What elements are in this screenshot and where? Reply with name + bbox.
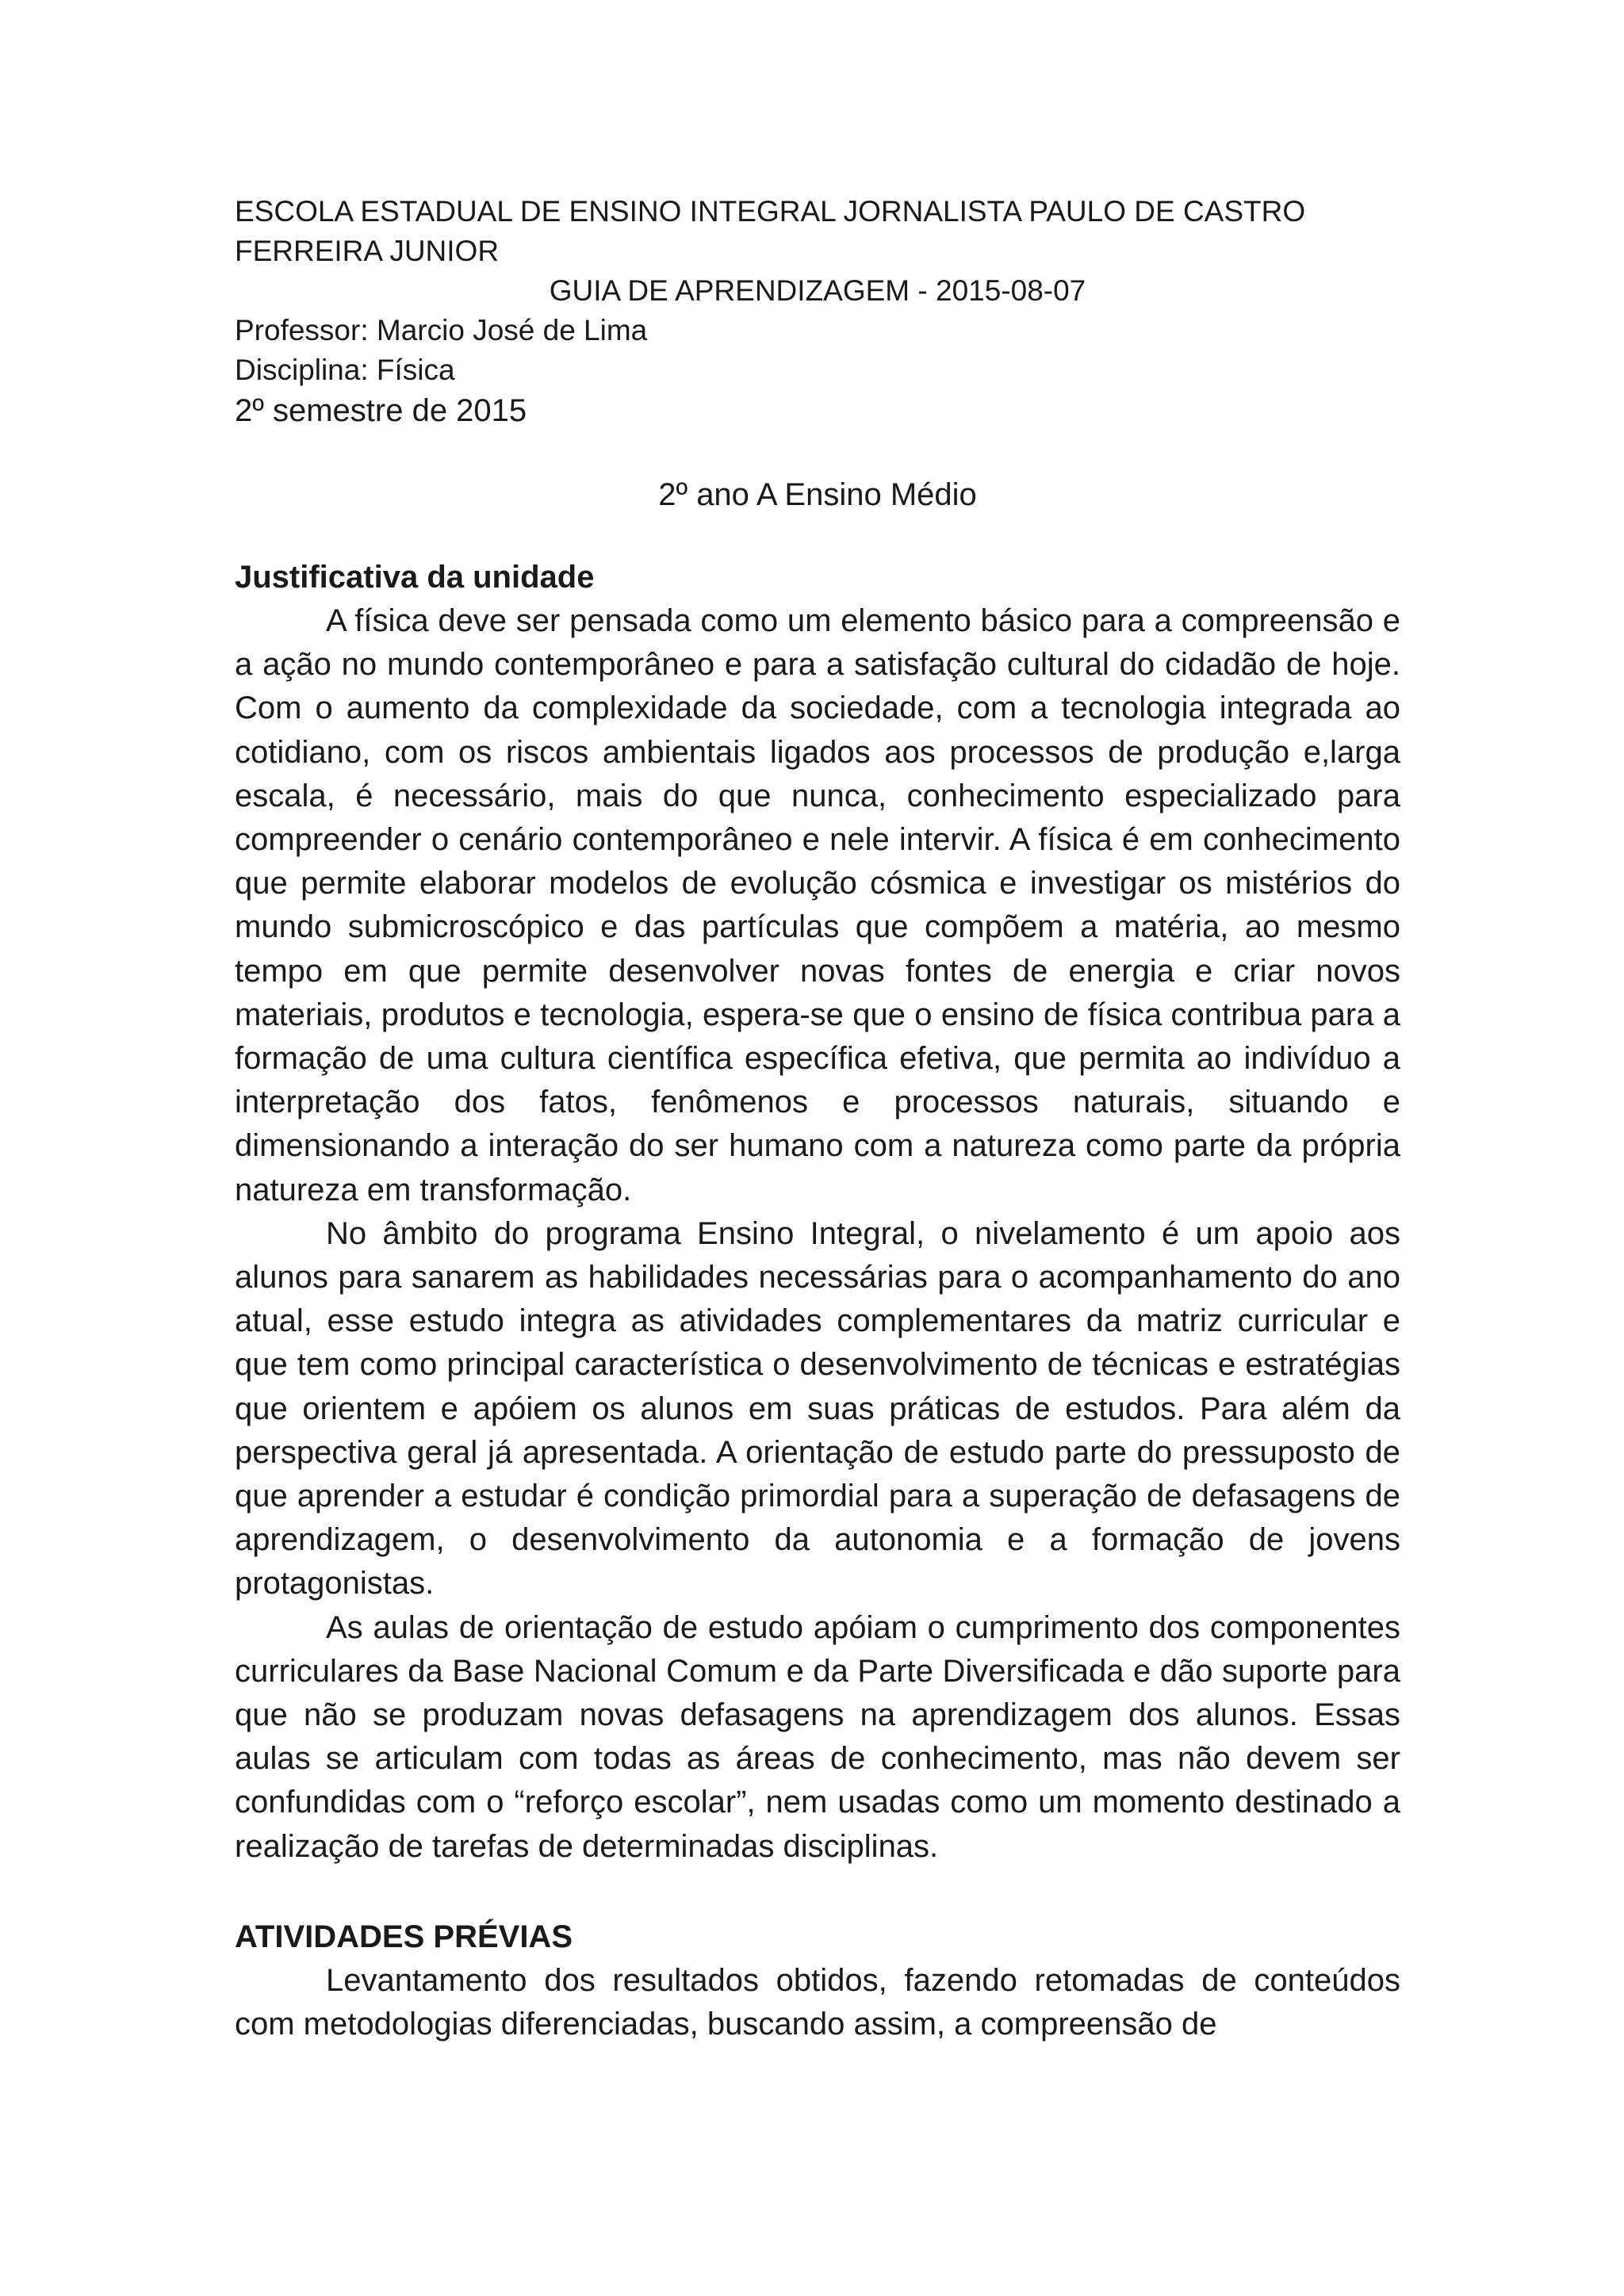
section-heading-atividades-previas: ATIVIDADES PRÉVIAS [235,1919,573,1954]
teacher-name: Professor: Marcio José de Lima [235,314,648,346]
justificativa-paragraph-1: A física deve ser pensada como um elemento básico para a compreensão e a ação no mundo contemporâneo e para a satisfação cultural do cidadão de hoje. Com o aumento da complexidade da sociedade, com a tecnologia integrada ao cotidiano, com os riscos ambientais ligados aos processos de produção e,larga escala, é necessário, mais do que nunca, conhecimento especializado para compreender o cenário contemporâneo e nele intervir. A física é em conhecimento que permite elaborar modelos de evolução cósmica e investigar os mistérios do mundo submicroscópico e das partículas que compõem a matéria, ao mesmo tempo em que permite desenvolver novas fontes de energia e criar novos materiais, produtos e tecnologia, espera-se que o ensino de física contribua para a formação de uma cultura científica específica efetiva, que permita ao indivíduo a interpretação dos fatos, fenômenos e processos naturais, situando e dimensionando a interação do ser humano com a natureza como parte da própria natureza em transformação. [235,603,1400,1207]
guide-title: GUIA DE APRENDIZAGEM - 2015-08-07 [549,274,1086,307]
atividades-previas-paragraph: Levantamento dos resultados obtidos, fazendo retomadas de conteúdos com metodologias diferenciadas, buscando assim, a compreensão de [235,1962,1400,2042]
justificativa-paragraph-2: No âmbito do programa Ensino Integral, o nivelamento é um apoio aos alunos para sanarem as habilidades necessárias para o acompanhamento do ano atual, esse estudo integra as atividades complementares da matriz curricular e que tem como principal característica o desenvolvimento de técnicas e estratégias que orientem e apóiem os alunos em suas práticas de estudos. Para além da perspectiva geral já apresentada. A orientação de estudo parte do pressuposto de que aprender a estudar é condição primordial para a superação de defasagens de aprendizagem, o desenvolvimento da autonomia e a formação de jovens protagonistas. [235,1215,1400,1601]
semester-label: 2º semestre de 2015 [235,393,527,428]
school-name-line-1: ESCOLA ESTADUAL DE ENSINO INTEGRAL JORNALISTA PAULO DE CASTRO [235,195,1306,228]
document-page [235,192,1400,2046]
school-name-line-2: FERREIRA JUNIOR [235,235,500,267]
class-label: 2º ano A Ensino Médio [658,477,977,512]
justificativa-paragraph-3: As aulas de orientação de estudo apóiam o cumprimento dos componentes curriculares da Base Nacional Comum e da Parte Diversificada e dão suporte para que não se produzam novas defasagens na aprendizagem dos alunos. Essas aulas se articulam com todas as áreas de conhecimento, mas não devem ser confundidas com o “reforço escolar”, nem usadas como um momento destinado a realização de tarefas de determinadas disciplinas. [235,1609,1400,1864]
subject-name: Disciplina: Física [235,354,455,386]
section-heading-justificativa: Justificativa da unidade [235,560,595,595]
